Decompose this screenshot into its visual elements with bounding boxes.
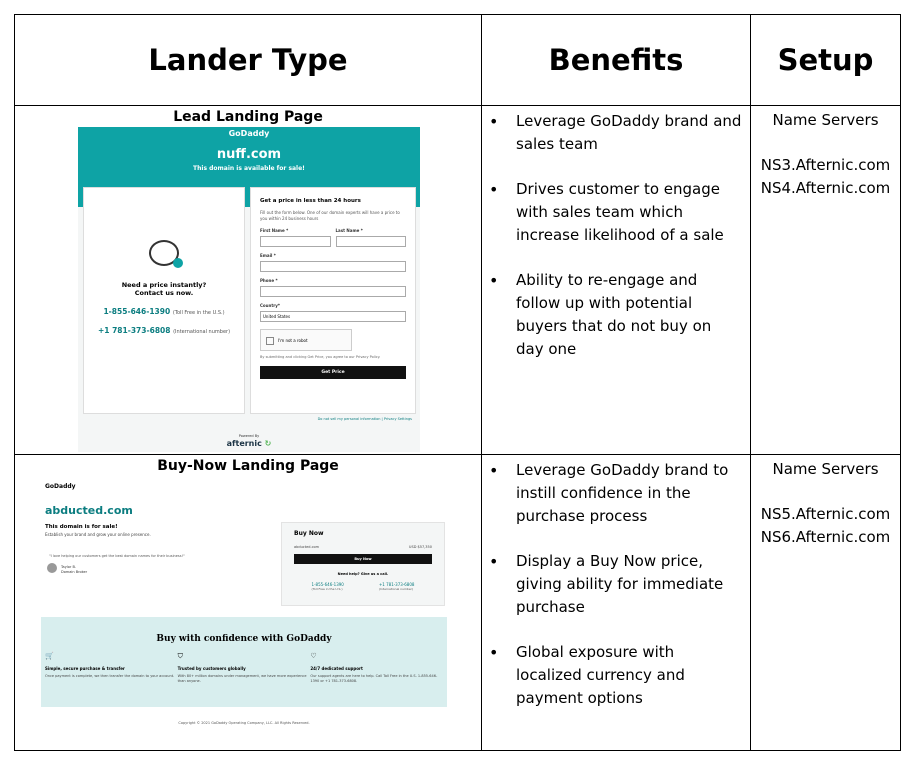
list-item: • Leverage GoDaddy brand to instill confidence in the purchase process <box>516 459 742 528</box>
confidence-section <box>41 617 447 707</box>
phone-input <box>260 286 406 297</box>
phone-label: Phone * <box>260 278 278 283</box>
first-name-input <box>260 236 331 247</box>
header-lander-type: Lander Type <box>15 15 482 106</box>
name-server: NS3.Afternic.com <box>760 156 891 174</box>
form-title: Get a price in less than 24 hours <box>260 198 361 204</box>
benefits-list <box>482 455 750 710</box>
support-illustration-icon <box>149 240 179 266</box>
available-text: This domain is available for sale! <box>193 165 305 172</box>
domain-name: nuff.com <box>216 147 282 162</box>
box-domain: abducted.com <box>294 545 320 549</box>
benefits-cell-buy-now <box>482 455 751 751</box>
last-name-label: Last Name * <box>335 228 363 233</box>
box-price: USD $57,350 <box>408 545 432 549</box>
country-select: United States <box>260 311 406 322</box>
phone-intl: +1 781-373-6808 (International number) <box>378 582 415 591</box>
price-form-card <box>250 187 416 414</box>
domain-name: abducted.com <box>45 504 133 517</box>
help-text: Need help? Give us a call. <box>337 572 389 576</box>
feature-item: 🛒 Simple, secure purchase & transfer Once payment is complete, we then transfer the domain to your account. <box>45 652 178 684</box>
list-item: • Drives customer to engage with sales team which increase likelihood of a sale <box>516 178 742 247</box>
buy-now-title: Buy Now <box>294 530 324 537</box>
first-name-label: First Name * <box>260 228 289 233</box>
for-sale-text: This domain is for sale! <box>45 524 118 530</box>
avatar <box>47 563 57 573</box>
phone-us: 1-855-646-1390 (Toll Free in the U.S.) <box>103 307 225 316</box>
buy-now-box <box>281 522 445 606</box>
powered-by: Powered By <box>238 434 260 438</box>
lander-cell-buy-now <box>15 455 482 751</box>
email-input <box>260 261 406 272</box>
setup-label: Name Servers <box>772 111 879 129</box>
fine-print: Do not sell my personal information | Privacy Settings <box>317 417 412 421</box>
lander-title: Buy-Now Landing Page <box>157 458 339 474</box>
phone-intl: +1 781-373-6808 (International number) <box>97 326 231 335</box>
name-server: NS4.Afternic.com <box>760 179 891 197</box>
godaddy-logo: GoDaddy <box>228 129 270 138</box>
confidence-title: Buy with confidence with GoDaddy <box>156 634 332 644</box>
table-row <box>15 455 901 751</box>
last-name-input <box>336 236 407 247</box>
list-item: • Ability to re-engage and follow up with potential buyers that do not buy on day one <box>516 269 742 361</box>
list-item: • Display a Buy Now price, giving ability for immediate purchase <box>516 550 742 619</box>
broker-name: Taylor B. Domain Broker <box>61 565 88 574</box>
broker-quote: "I love helping our customers get the best domain names for their business!" <box>49 554 185 558</box>
get-price-button: Get Price <box>260 366 406 379</box>
lander-comparison-table <box>14 14 901 751</box>
need-price-text: Need a price instantly? Contact us now. <box>121 281 207 297</box>
form-subtitle: Fill out the form below. One of our domain experts will have a price to you within 24 business hours <box>260 210 400 221</box>
feature-item: ♡ 24/7 dedicated support Our support agents are here to help. Call Toll Free in the U.S. 1-855-646-1390 or +1 781-373-6808. <box>310 652 443 684</box>
lead-landing-screenshot <box>78 127 420 452</box>
name-server: NS6.Afternic.com <box>760 528 891 546</box>
copyright-text: Copyright © 2021 GoDaddy Operating Company, LLC. All Rights Reserved. <box>178 721 310 725</box>
setup-cell-lead <box>751 106 901 455</box>
terms-text: By submitting and clicking Get Price, you agree to our Privacy Policy. <box>260 355 381 359</box>
list-item: • Global exposure with localized currency and payment options <box>516 641 742 710</box>
setup-cell-buy-now <box>751 455 901 751</box>
establish-text: Establish your brand and grow your online presence. <box>45 532 151 537</box>
feature-item: ⛉ Trusted by customers globally With 80+ million domains under management, we have more experience than anyone. <box>178 652 311 684</box>
cart-icon: 🛒 <box>45 652 54 660</box>
contact-card <box>83 187 245 414</box>
buy-now-button: Buy Now <box>294 554 432 564</box>
list-item: • Leverage GoDaddy brand and sales team <box>516 110 742 156</box>
phone-us: 1-855-646-1390 (Toll Free in the U.S.) <box>311 582 344 591</box>
name-server: NS5.Afternic.com <box>760 505 891 523</box>
captcha-box: I'm not a robot <box>260 329 352 351</box>
heart-icon: ♡ <box>310 652 317 660</box>
email-label: Email * <box>260 253 276 258</box>
country-label: Country* <box>260 303 280 308</box>
shield-icon: ⛉ <box>177 652 183 660</box>
header-setup: Setup <box>751 15 901 106</box>
godaddy-logo: GoDaddy <box>45 483 76 490</box>
afternic-logo: afternic ↻ <box>226 439 272 448</box>
header-benefits: Benefits <box>482 15 751 106</box>
benefits-list <box>482 106 750 361</box>
table-row <box>15 106 901 455</box>
benefits-cell-lead <box>482 106 751 455</box>
buy-now-landing-screenshot <box>41 477 453 735</box>
lander-cell-lead <box>15 106 482 455</box>
setup-label: Name Servers <box>772 460 879 478</box>
lander-title: Lead Landing Page <box>173 109 323 125</box>
